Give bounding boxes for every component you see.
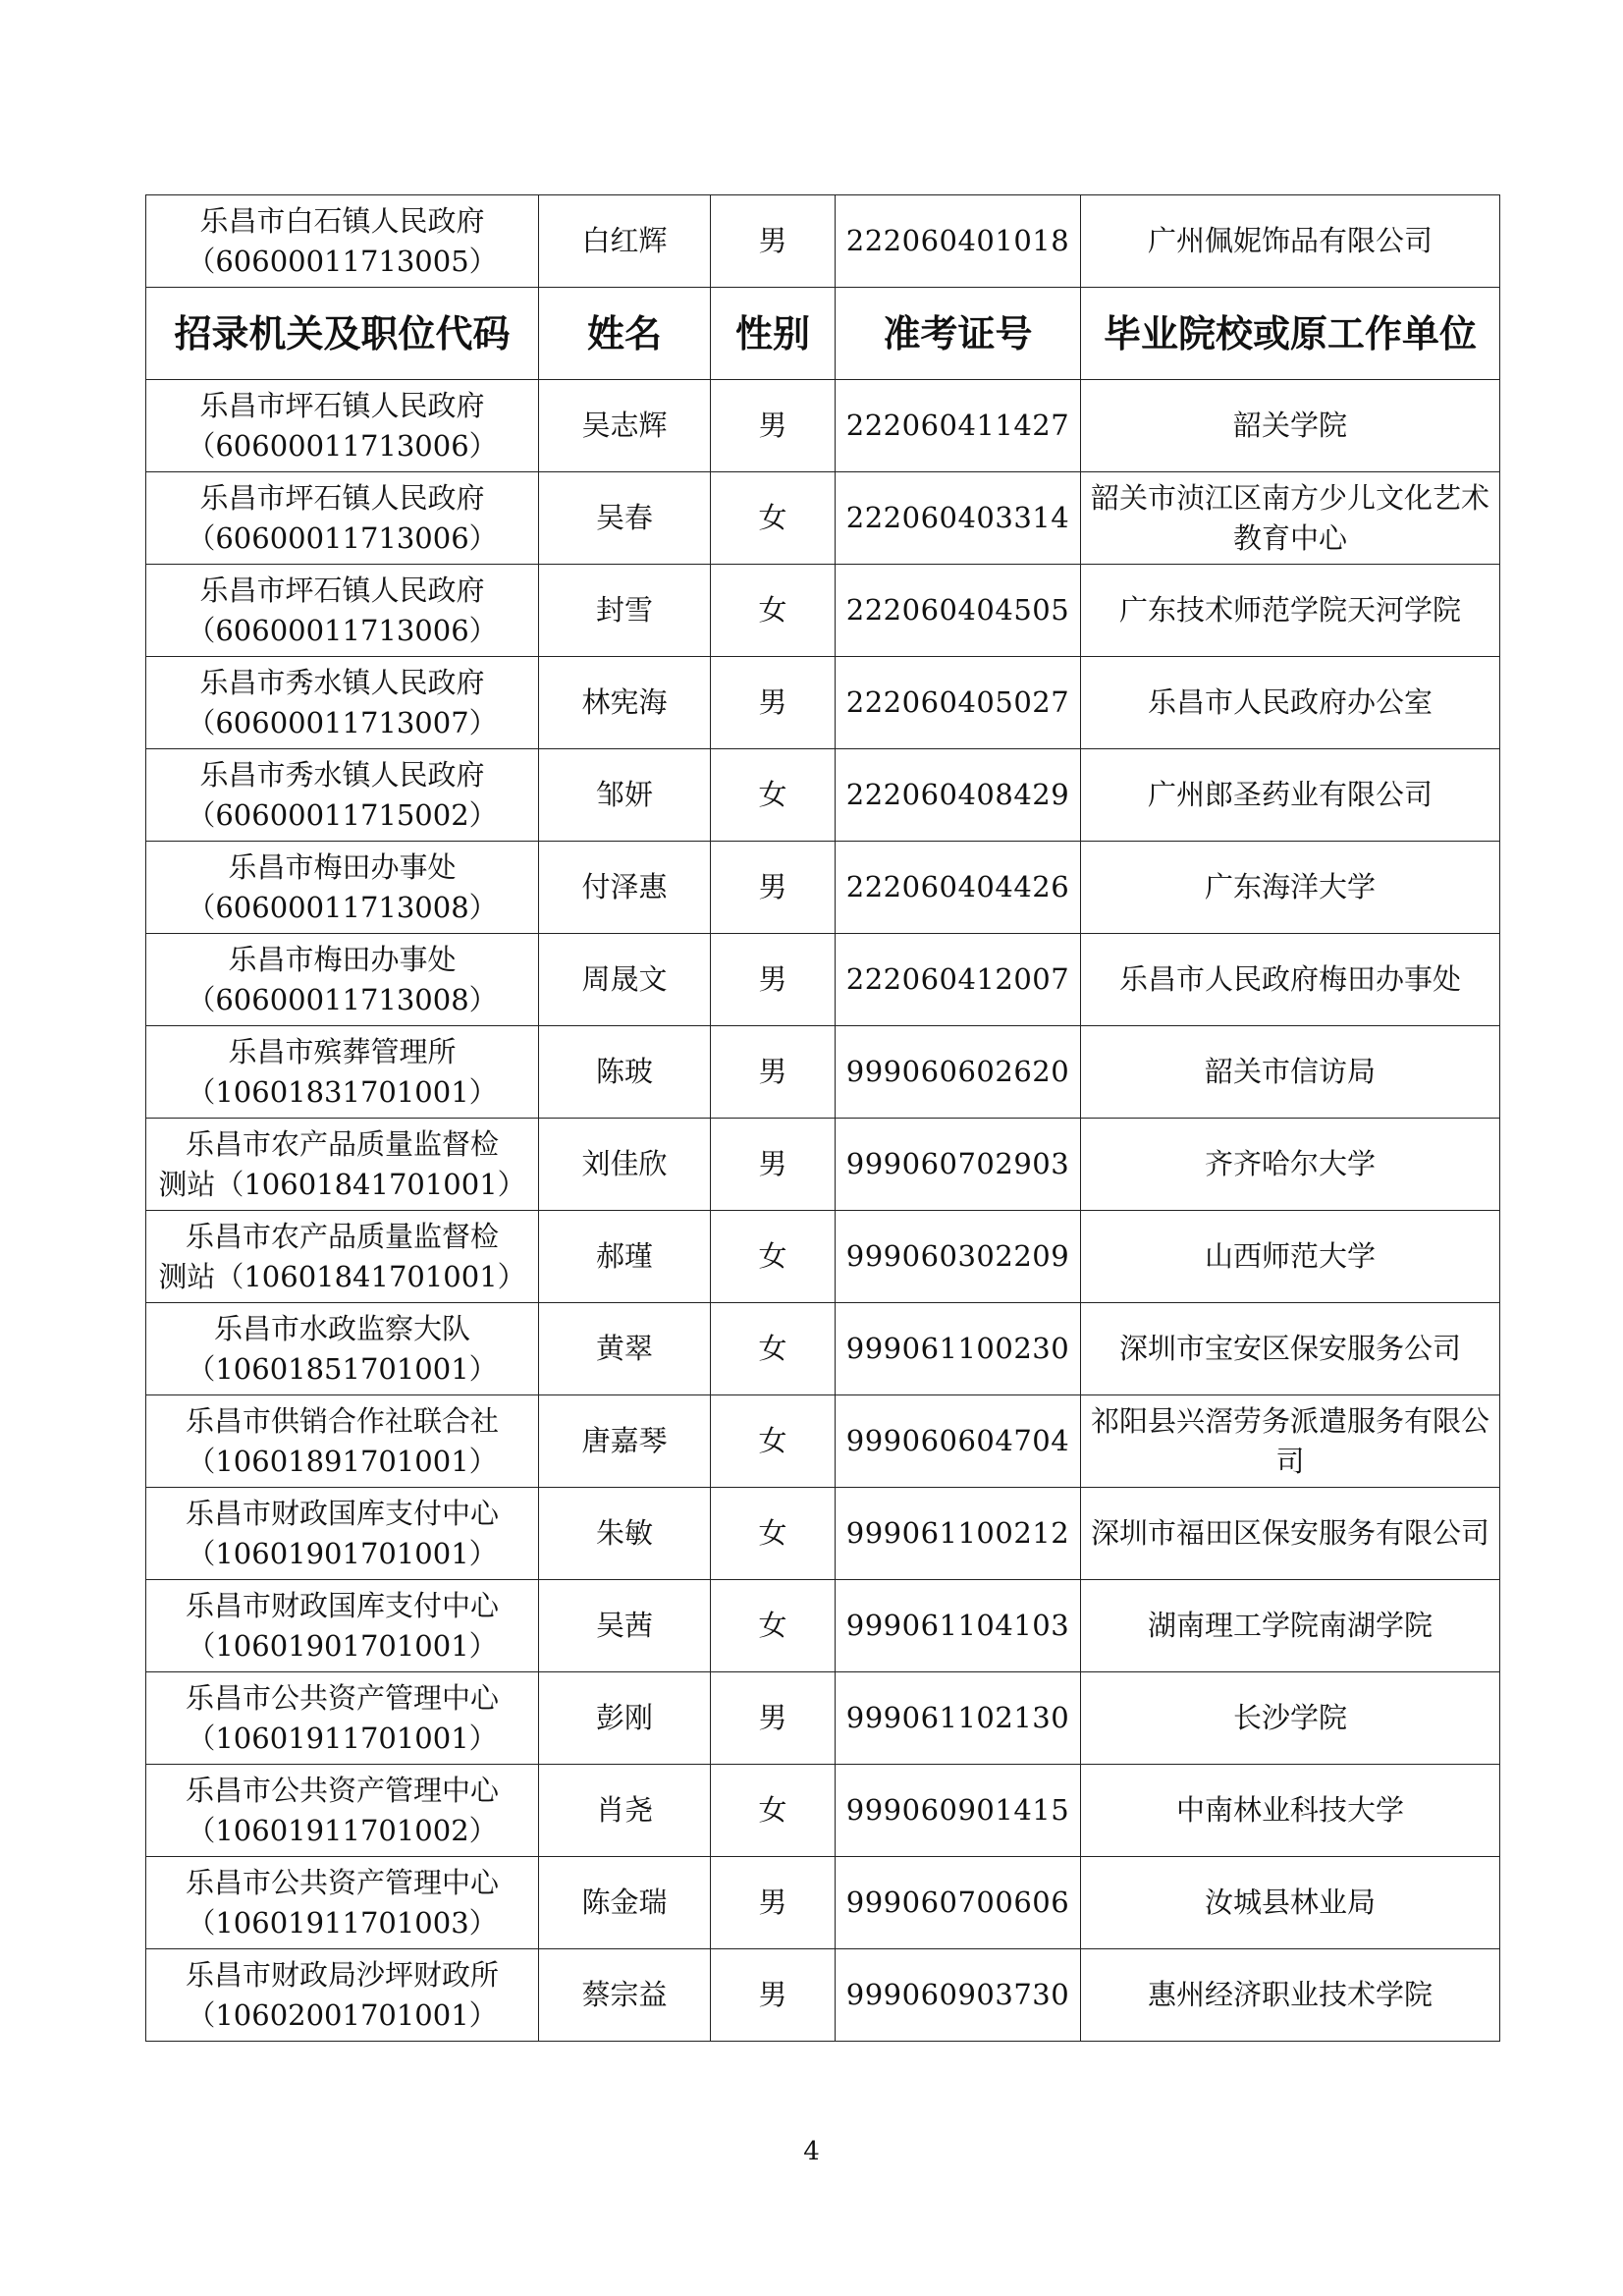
agency-cell [146, 934, 539, 1026]
exam-id-cell: 999061100212 [836, 1488, 1081, 1580]
school-cell: 山西师范大学 [1081, 1211, 1500, 1303]
gender-cell: 男 [711, 1949, 836, 2042]
agency-name: 乐昌市梅田办事处 [228, 942, 457, 976]
agency-name: 乐昌市秀水镇人民政府 [199, 665, 485, 699]
gender-cell: 女 [711, 1395, 836, 1488]
agency-cell [146, 1395, 539, 1488]
header-exam-id: 准考证号 [836, 288, 1081, 380]
gender-cell: 男 [711, 842, 836, 934]
agency-cell [146, 195, 539, 288]
position-code: （60600011715002） [187, 797, 498, 832]
gender-cell: 女 [711, 565, 836, 657]
gender-cell: 男 [711, 380, 836, 472]
table-row [146, 1395, 1500, 1488]
gender-cell: 女 [711, 1765, 836, 1857]
gender-cell: 男 [711, 657, 836, 749]
gender-cell: 女 [711, 1580, 836, 1672]
agency-name: 乐昌市坪石镇人民政府 [199, 388, 485, 422]
agency-name: 乐昌市公共资产管理中心 [185, 1680, 499, 1715]
exam-id-cell: 222060405027 [836, 657, 1081, 749]
exam-id-cell: 222060412007 [836, 934, 1081, 1026]
name-cell: 彭刚 [539, 1672, 711, 1765]
school-cell: 广东技术师范学院天河学院 [1081, 565, 1500, 657]
agency-name: 乐昌市农产品质量监督检 [185, 1219, 499, 1253]
name-cell: 朱敏 [539, 1488, 711, 1580]
table-row [146, 195, 1500, 288]
school-cell: 湖南理工学院南湖学院 [1081, 1580, 1500, 1672]
agency-cell [146, 472, 539, 565]
gender-cell: 男 [711, 1672, 836, 1765]
school-cell: 广州佩妮饰品有限公司 [1081, 195, 1500, 288]
name-cell: 唐嘉琴 [539, 1395, 711, 1488]
position-code: （60600011713006） [187, 613, 498, 647]
table-row [146, 1765, 1500, 1857]
name-cell: 付泽惠 [539, 842, 711, 934]
table-header-row [146, 288, 1500, 380]
gender-cell: 男 [711, 1857, 836, 1949]
table-row [146, 657, 1500, 749]
name-cell: 吴春 [539, 472, 711, 565]
gender-cell: 男 [711, 1026, 836, 1119]
agency-name: 乐昌市供销合作社联合社 [185, 1403, 499, 1438]
gender-cell: 男 [711, 195, 836, 288]
agency-cell [146, 749, 539, 842]
school-cell: 长沙学院 [1081, 1672, 1500, 1765]
position-code: （10601901701001） [187, 1536, 498, 1570]
table-row [146, 1672, 1500, 1765]
table-row [146, 380, 1500, 472]
position-code: 测站（10601841701001） [158, 1259, 526, 1293]
header-school: 毕业院校或原工作单位 [1081, 288, 1500, 380]
agency-name: 乐昌市财政国库支付中心 [185, 1588, 499, 1622]
roster-body [146, 195, 1500, 2042]
exam-id-cell: 222060404426 [836, 842, 1081, 934]
position-code: （10601911701003） [187, 1905, 498, 1940]
position-code: 测站（10601841701001） [158, 1167, 526, 1201]
position-code: （10601911701001） [187, 1721, 498, 1755]
position-code: （10601891701001） [187, 1444, 498, 1478]
school-cell: 乐昌市人民政府办公室 [1081, 657, 1500, 749]
agency-name: 乐昌市殡葬管理所 [228, 1034, 457, 1068]
agency-cell [146, 1119, 539, 1211]
name-cell: 吴志辉 [539, 380, 711, 472]
school-cell: 齐齐哈尔大学 [1081, 1119, 1500, 1211]
table-row [146, 1119, 1500, 1211]
agency-name: 乐昌市公共资产管理中心 [185, 1865, 499, 1899]
position-code: （60600011713008） [187, 982, 498, 1016]
table-row [146, 934, 1500, 1026]
exam-id-cell: 222060408429 [836, 749, 1081, 842]
school-cell: 广东海洋大学 [1081, 842, 1500, 934]
agency-cell [146, 1580, 539, 1672]
school-cell: 韶关学院 [1081, 380, 1500, 472]
school-cell: 深圳市福田区保安服务有限公司 [1081, 1488, 1500, 1580]
gender-cell: 女 [711, 472, 836, 565]
name-cell: 肖尧 [539, 1765, 711, 1857]
agency-cell [146, 1949, 539, 2042]
exam-id-cell: 999060700606 [836, 1857, 1081, 1949]
agency-name: 乐昌市水政监察大队 [213, 1311, 470, 1345]
position-code: （60600011713007） [187, 705, 498, 739]
agency-cell [146, 1303, 539, 1395]
exam-id-cell: 999060903730 [836, 1949, 1081, 2042]
agency-name: 乐昌市秀水镇人民政府 [199, 757, 485, 792]
page-number: 4 [803, 2137, 820, 2166]
table-row [146, 1488, 1500, 1580]
name-cell: 黄翠 [539, 1303, 711, 1395]
position-code: （10601851701001） [187, 1351, 498, 1386]
gender-cell: 女 [711, 749, 836, 842]
table-row [146, 1580, 1500, 1672]
school-cell: 乐昌市人民政府梅田办事处 [1081, 934, 1500, 1026]
position-code: （60600011713006） [187, 428, 498, 463]
table-row [146, 1303, 1500, 1395]
exam-id-cell: 222060411427 [836, 380, 1081, 472]
gender-cell: 男 [711, 1119, 836, 1211]
name-cell: 周晟文 [539, 934, 711, 1026]
table-row [146, 1026, 1500, 1119]
position-code: （60600011713008） [187, 890, 498, 924]
agency-cell [146, 565, 539, 657]
name-cell: 陈金瑞 [539, 1857, 711, 1949]
position-code: （60600011713005） [187, 244, 498, 278]
agency-name: 乐昌市白石镇人民政府 [199, 203, 485, 238]
exam-id-cell: 222060403314 [836, 472, 1081, 565]
position-code: （60600011713006） [187, 520, 498, 555]
position-code: （10602001701001） [187, 1997, 498, 2032]
table-row [146, 1857, 1500, 1949]
agency-cell [146, 657, 539, 749]
school-cell: 惠州经济职业技术学院 [1081, 1949, 1500, 2042]
agency-name: 乐昌市财政局沙坪财政所 [185, 1957, 499, 1992]
exam-id-cell: 999061102130 [836, 1672, 1081, 1765]
school-cell: 深圳市宝安区保安服务公司 [1081, 1303, 1500, 1395]
exam-id-cell: 999060604704 [836, 1395, 1081, 1488]
exam-id-cell: 999061100230 [836, 1303, 1081, 1395]
table-row [146, 842, 1500, 934]
name-cell: 白红辉 [539, 195, 711, 288]
exam-id-cell: 999060602620 [836, 1026, 1081, 1119]
school-cell: 广州郎圣药业有限公司 [1081, 749, 1500, 842]
agency-name: 乐昌市坪石镇人民政府 [199, 480, 485, 515]
exam-id-cell: 999060302209 [836, 1211, 1081, 1303]
agency-cell [146, 1765, 539, 1857]
agency-cell [146, 1211, 539, 1303]
name-cell: 刘佳欣 [539, 1119, 711, 1211]
name-cell: 林宪海 [539, 657, 711, 749]
gender-cell: 女 [711, 1211, 836, 1303]
agency-name: 乐昌市农产品质量监督检 [185, 1126, 499, 1161]
exam-id-cell: 222060404505 [836, 565, 1081, 657]
exam-id-cell: 222060401018 [836, 195, 1081, 288]
agency-cell [146, 842, 539, 934]
table-row [146, 565, 1500, 657]
name-cell: 吴茜 [539, 1580, 711, 1672]
agency-name: 乐昌市公共资产管理中心 [185, 1773, 499, 1807]
header-name: 姓名 [539, 288, 711, 380]
school-cell: 中南林业科技大学 [1081, 1765, 1500, 1857]
table-row [146, 472, 1500, 565]
agency-name: 乐昌市梅田办事处 [228, 849, 457, 884]
agency-cell [146, 1672, 539, 1765]
agency-cell [146, 1488, 539, 1580]
exam-id-cell: 999061104103 [836, 1580, 1081, 1672]
gender-cell: 男 [711, 934, 836, 1026]
name-cell: 郝瑾 [539, 1211, 711, 1303]
position-code: （10601831701001） [187, 1074, 498, 1109]
name-cell: 陈玻 [539, 1026, 711, 1119]
agency-name: 乐昌市财政国库支付中心 [185, 1496, 499, 1530]
school-cell: 祁阳县兴滘劳务派遣服务有限公司 [1081, 1395, 1500, 1488]
roster-table [145, 194, 1500, 2042]
school-cell: 韶关市信访局 [1081, 1026, 1500, 1119]
name-cell: 蔡宗益 [539, 1949, 711, 2042]
agency-cell [146, 1026, 539, 1119]
agency-cell [146, 380, 539, 472]
name-cell: 邹妍 [539, 749, 711, 842]
header-agency: 招录机关及职位代码 [146, 288, 539, 380]
table-row [146, 1949, 1500, 2042]
school-cell: 韶关市浈江区南方少儿文化艺术教育中心 [1081, 472, 1500, 565]
header-gender: 性别 [711, 288, 836, 380]
agency-name: 乐昌市坪石镇人民政府 [199, 573, 485, 607]
agency-cell [146, 1857, 539, 1949]
name-cell: 封雪 [539, 565, 711, 657]
school-cell: 汝城县林业局 [1081, 1857, 1500, 1949]
exam-id-cell: 999060901415 [836, 1765, 1081, 1857]
position-code: （10601911701002） [187, 1813, 498, 1847]
table-row [146, 749, 1500, 842]
exam-id-cell: 999060702903 [836, 1119, 1081, 1211]
position-code: （10601901701001） [187, 1628, 498, 1663]
gender-cell: 女 [711, 1303, 836, 1395]
gender-cell: 女 [711, 1488, 836, 1580]
table-row [146, 1211, 1500, 1303]
